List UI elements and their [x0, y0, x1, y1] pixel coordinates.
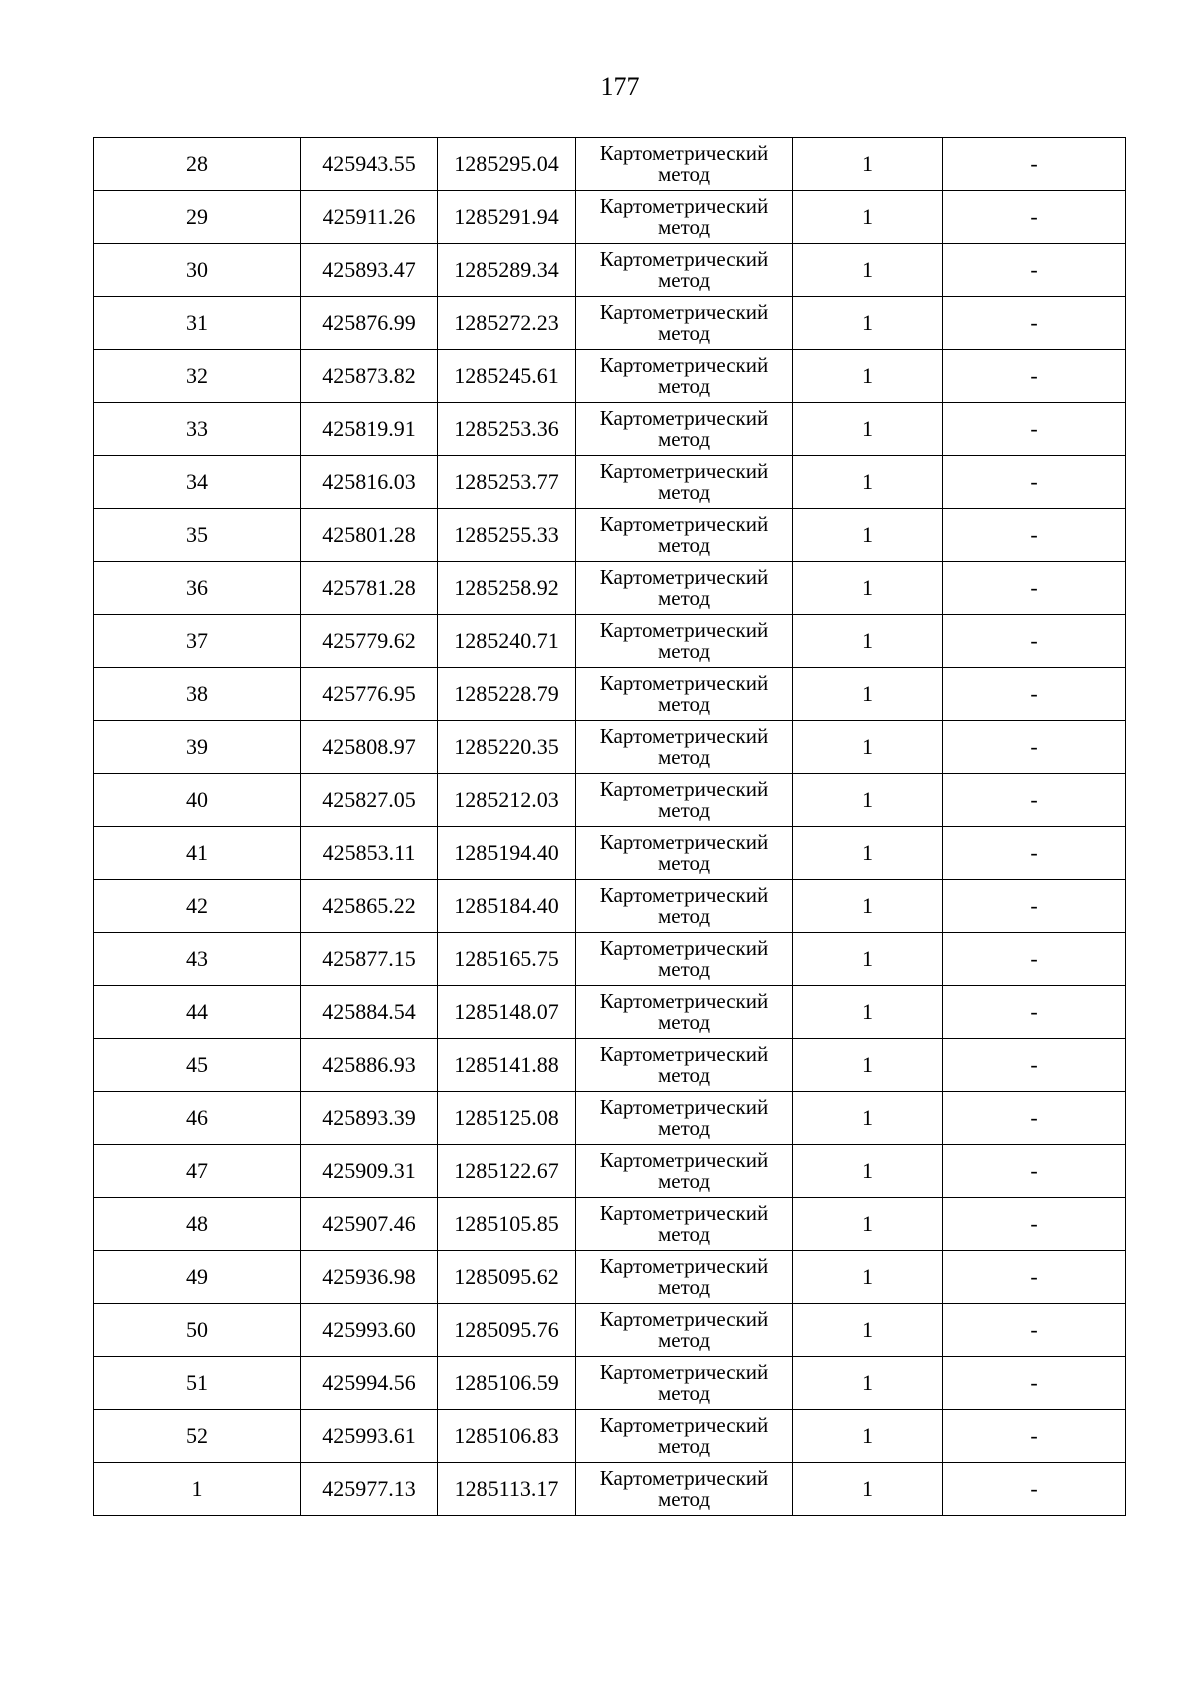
method-cell	[576, 615, 793, 668]
y-coordinate-cell: 1285220.35	[438, 721, 576, 774]
method-line-2: метод	[657, 1434, 711, 1458]
accuracy-cell: 1	[793, 1463, 943, 1516]
method-line-2: метод	[657, 798, 711, 822]
y-coordinate-cell: 1285113.17	[438, 1463, 576, 1516]
x-coordinate-cell: 425993.61	[301, 1410, 438, 1463]
point-number-cell: 36	[94, 562, 301, 615]
method-cell	[576, 721, 793, 774]
method-line-2: метод	[657, 321, 711, 345]
x-coordinate-cell: 425886.93	[301, 1039, 438, 1092]
method-line-1: Картометрический	[599, 565, 769, 589]
note-cell: -	[943, 933, 1126, 986]
x-coordinate-cell: 425816.03	[301, 456, 438, 509]
method-cell	[576, 456, 793, 509]
table-row	[94, 1357, 1126, 1410]
method-line-1: Картометрический	[599, 194, 769, 218]
method-cell	[576, 880, 793, 933]
method-line-1: Картометрический	[599, 512, 769, 536]
point-number-cell: 32	[94, 350, 301, 403]
method-line-2: метод	[657, 215, 711, 239]
y-coordinate-cell: 1285295.04	[438, 138, 576, 191]
y-coordinate-cell: 1285105.85	[438, 1198, 576, 1251]
method-line-2: метод	[657, 904, 711, 928]
method-line-1: Картометрический	[599, 353, 769, 377]
table-row	[94, 403, 1126, 456]
y-coordinate-cell: 1285122.67	[438, 1145, 576, 1198]
method-line-1: Картометрический	[599, 1201, 769, 1225]
table-row	[94, 1410, 1126, 1463]
x-coordinate-cell: 425877.15	[301, 933, 438, 986]
method-line-1: Картометрический	[599, 1095, 769, 1119]
y-coordinate-cell: 1285253.77	[438, 456, 576, 509]
point-number-cell: 45	[94, 1039, 301, 1092]
accuracy-cell: 1	[793, 1039, 943, 1092]
method-cell	[576, 1145, 793, 1198]
table-row	[94, 1198, 1126, 1251]
y-coordinate-cell: 1285212.03	[438, 774, 576, 827]
method-line-2: метод	[657, 586, 711, 610]
point-number-cell: 35	[94, 509, 301, 562]
method-line-2: метод	[657, 851, 711, 875]
method-line-1: Картометрический	[599, 1307, 769, 1331]
point-number-cell: 38	[94, 668, 301, 721]
point-number-cell: 46	[94, 1092, 301, 1145]
point-number-cell: 48	[94, 1198, 301, 1251]
point-number-cell: 30	[94, 244, 301, 297]
method-line-2: метод	[657, 745, 711, 769]
method-cell	[576, 1092, 793, 1145]
table-row	[94, 297, 1126, 350]
method-line-1: Картометрический	[599, 1413, 769, 1437]
y-coordinate-cell: 1285258.92	[438, 562, 576, 615]
accuracy-cell: 1	[793, 1410, 943, 1463]
point-number-cell: 43	[94, 933, 301, 986]
method-line-1: Картометрический	[599, 247, 769, 271]
method-cell	[576, 244, 793, 297]
table-row	[94, 880, 1126, 933]
method-line-2: метод	[657, 1222, 711, 1246]
table-row	[94, 509, 1126, 562]
method-cell	[576, 1039, 793, 1092]
method-line-2: метод	[657, 480, 711, 504]
accuracy-cell: 1	[793, 1145, 943, 1198]
note-cell: -	[943, 1145, 1126, 1198]
method-cell	[576, 1463, 793, 1516]
x-coordinate-cell: 425801.28	[301, 509, 438, 562]
accuracy-cell: 1	[793, 1092, 943, 1145]
accuracy-cell: 1	[793, 562, 943, 615]
method-line-1: Картометрический	[599, 141, 769, 165]
method-cell	[576, 986, 793, 1039]
point-number-cell: 40	[94, 774, 301, 827]
table-row	[94, 350, 1126, 403]
point-number-cell: 31	[94, 297, 301, 350]
point-number-cell: 52	[94, 1410, 301, 1463]
accuracy-cell: 1	[793, 1304, 943, 1357]
x-coordinate-cell: 425907.46	[301, 1198, 438, 1251]
method-cell	[576, 827, 793, 880]
y-coordinate-cell: 1285289.34	[438, 244, 576, 297]
table-row	[94, 1039, 1126, 1092]
table-row	[94, 456, 1126, 509]
y-coordinate-cell: 1285255.33	[438, 509, 576, 562]
note-cell: -	[943, 1251, 1126, 1304]
point-number-cell: 1	[94, 1463, 301, 1516]
accuracy-cell: 1	[793, 721, 943, 774]
note-cell: -	[943, 615, 1126, 668]
x-coordinate-cell: 425827.05	[301, 774, 438, 827]
x-coordinate-cell: 425994.56	[301, 1357, 438, 1410]
accuracy-cell: 1	[793, 668, 943, 721]
y-coordinate-cell: 1285194.40	[438, 827, 576, 880]
method-line-2: метод	[657, 533, 711, 557]
method-cell	[576, 1251, 793, 1304]
point-number-cell: 39	[94, 721, 301, 774]
method-line-1: Картометрический	[599, 1466, 769, 1490]
y-coordinate-cell: 1285245.61	[438, 350, 576, 403]
x-coordinate-cell: 425779.62	[301, 615, 438, 668]
method-cell	[576, 509, 793, 562]
method-line-1: Картометрический	[599, 1042, 769, 1066]
accuracy-cell: 1	[793, 827, 943, 880]
x-coordinate-cell: 425865.22	[301, 880, 438, 933]
table-row	[94, 244, 1126, 297]
note-cell: -	[943, 1357, 1126, 1410]
table-row	[94, 721, 1126, 774]
method-line-2: метод	[657, 1063, 711, 1087]
point-number-cell: 47	[94, 1145, 301, 1198]
accuracy-cell: 1	[793, 350, 943, 403]
method-line-1: Картометрический	[599, 618, 769, 642]
note-cell: -	[943, 244, 1126, 297]
x-coordinate-cell: 425853.11	[301, 827, 438, 880]
y-coordinate-cell: 1285291.94	[438, 191, 576, 244]
method-line-2: метод	[657, 957, 711, 981]
point-number-cell: 50	[94, 1304, 301, 1357]
x-coordinate-cell: 425808.97	[301, 721, 438, 774]
point-number-cell: 33	[94, 403, 301, 456]
x-coordinate-cell: 425977.13	[301, 1463, 438, 1516]
method-line-1: Картометрический	[599, 777, 769, 801]
method-line-1: Картометрический	[599, 883, 769, 907]
note-cell: -	[943, 1410, 1126, 1463]
note-cell: -	[943, 456, 1126, 509]
table-row	[94, 191, 1126, 244]
method-line-2: метод	[657, 639, 711, 663]
note-cell: -	[943, 880, 1126, 933]
note-cell: -	[943, 297, 1126, 350]
note-cell: -	[943, 403, 1126, 456]
table-row	[94, 1463, 1126, 1516]
y-coordinate-cell: 1285106.59	[438, 1357, 576, 1410]
method-line-1: Картометрический	[599, 989, 769, 1013]
y-coordinate-cell: 1285095.62	[438, 1251, 576, 1304]
accuracy-cell: 1	[793, 244, 943, 297]
note-cell: -	[943, 774, 1126, 827]
point-number-cell: 29	[94, 191, 301, 244]
note-cell: -	[943, 1304, 1126, 1357]
point-number-cell: 37	[94, 615, 301, 668]
table-row	[94, 668, 1126, 721]
accuracy-cell: 1	[793, 986, 943, 1039]
method-cell	[576, 933, 793, 986]
page-number: 177	[600, 72, 640, 101]
accuracy-cell: 1	[793, 1357, 943, 1410]
table-row	[94, 827, 1126, 880]
method-line-1: Картометрический	[599, 406, 769, 430]
note-cell: -	[943, 562, 1126, 615]
x-coordinate-cell: 425993.60	[301, 1304, 438, 1357]
method-line-1: Картометрический	[599, 936, 769, 960]
table-row	[94, 774, 1126, 827]
method-line-2: метод	[657, 268, 711, 292]
table-row	[94, 1251, 1126, 1304]
method-cell	[576, 562, 793, 615]
note-cell: -	[943, 668, 1126, 721]
note-cell: -	[943, 191, 1126, 244]
note-cell: -	[943, 1463, 1126, 1516]
accuracy-cell: 1	[793, 191, 943, 244]
coordinates-table	[93, 137, 1126, 1516]
method-line-1: Картометрический	[599, 1254, 769, 1278]
accuracy-cell: 1	[793, 1198, 943, 1251]
accuracy-cell: 1	[793, 509, 943, 562]
point-number-cell: 42	[94, 880, 301, 933]
note-cell: -	[943, 1198, 1126, 1251]
x-coordinate-cell: 425936.98	[301, 1251, 438, 1304]
table-row	[94, 1092, 1126, 1145]
method-cell	[576, 297, 793, 350]
y-coordinate-cell: 1285106.83	[438, 1410, 576, 1463]
note-cell: -	[943, 1092, 1126, 1145]
accuracy-cell: 1	[793, 880, 943, 933]
method-line-1: Картометрический	[599, 459, 769, 483]
method-line-1: Картометрический	[599, 1148, 769, 1172]
accuracy-cell: 1	[793, 138, 943, 191]
point-number-cell: 44	[94, 986, 301, 1039]
method-cell	[576, 138, 793, 191]
y-coordinate-cell: 1285165.75	[438, 933, 576, 986]
method-cell	[576, 1198, 793, 1251]
x-coordinate-cell: 425819.91	[301, 403, 438, 456]
x-coordinate-cell: 425909.31	[301, 1145, 438, 1198]
table-row	[94, 986, 1126, 1039]
x-coordinate-cell: 425876.99	[301, 297, 438, 350]
note-cell: -	[943, 1039, 1126, 1092]
x-coordinate-cell: 425893.39	[301, 1092, 438, 1145]
table-row	[94, 933, 1126, 986]
y-coordinate-cell: 1285253.36	[438, 403, 576, 456]
method-cell	[576, 1357, 793, 1410]
note-cell: -	[943, 986, 1126, 1039]
accuracy-cell: 1	[793, 403, 943, 456]
method-line-2: метод	[657, 162, 711, 186]
method-line-2: метод	[657, 692, 711, 716]
method-cell	[576, 1410, 793, 1463]
note-cell: -	[943, 138, 1126, 191]
note-cell: -	[943, 509, 1126, 562]
x-coordinate-cell: 425943.55	[301, 138, 438, 191]
method-cell	[576, 668, 793, 721]
note-cell: -	[943, 350, 1126, 403]
note-cell: -	[943, 827, 1126, 880]
y-coordinate-cell: 1285240.71	[438, 615, 576, 668]
table-row	[94, 615, 1126, 668]
y-coordinate-cell: 1285148.07	[438, 986, 576, 1039]
x-coordinate-cell: 425776.95	[301, 668, 438, 721]
method-line-2: метод	[657, 1381, 711, 1405]
accuracy-cell: 1	[793, 774, 943, 827]
method-line-2: метод	[657, 374, 711, 398]
coordinates-table-body	[94, 138, 1126, 1516]
point-number-cell: 41	[94, 827, 301, 880]
method-cell	[576, 1304, 793, 1357]
table-row	[94, 1145, 1126, 1198]
method-cell	[576, 350, 793, 403]
method-line-2: метод	[657, 1275, 711, 1299]
y-coordinate-cell: 1285184.40	[438, 880, 576, 933]
point-number-cell: 49	[94, 1251, 301, 1304]
table-row	[94, 1304, 1126, 1357]
table-row	[94, 138, 1126, 191]
method-line-1: Картометрический	[599, 724, 769, 748]
y-coordinate-cell: 1285141.88	[438, 1039, 576, 1092]
method-cell	[576, 403, 793, 456]
method-cell	[576, 774, 793, 827]
method-line-1: Картометрический	[599, 300, 769, 324]
accuracy-cell: 1	[793, 615, 943, 668]
table-row	[94, 562, 1126, 615]
method-line-2: метод	[657, 1328, 711, 1352]
method-cell	[576, 191, 793, 244]
y-coordinate-cell: 1285228.79	[438, 668, 576, 721]
x-coordinate-cell: 425873.82	[301, 350, 438, 403]
y-coordinate-cell: 1285125.08	[438, 1092, 576, 1145]
accuracy-cell: 1	[793, 1251, 943, 1304]
y-coordinate-cell: 1285095.76	[438, 1304, 576, 1357]
method-line-1: Картометрический	[599, 671, 769, 695]
point-number-cell: 51	[94, 1357, 301, 1410]
x-coordinate-cell: 425911.26	[301, 191, 438, 244]
accuracy-cell: 1	[793, 297, 943, 350]
note-cell: -	[943, 721, 1126, 774]
method-line-2: метод	[657, 1487, 711, 1511]
method-line-2: метод	[657, 427, 711, 451]
x-coordinate-cell: 425884.54	[301, 986, 438, 1039]
method-line-2: метод	[657, 1169, 711, 1193]
method-line-1: Картометрический	[599, 830, 769, 854]
method-line-2: метод	[657, 1116, 711, 1140]
method-line-1: Картометрический	[599, 1360, 769, 1384]
point-number-cell: 34	[94, 456, 301, 509]
y-coordinate-cell: 1285272.23	[438, 297, 576, 350]
accuracy-cell: 1	[793, 456, 943, 509]
accuracy-cell: 1	[793, 933, 943, 986]
point-number-cell: 28	[94, 138, 301, 191]
x-coordinate-cell: 425781.28	[301, 562, 438, 615]
method-line-2: метод	[657, 1010, 711, 1034]
x-coordinate-cell: 425893.47	[301, 244, 438, 297]
